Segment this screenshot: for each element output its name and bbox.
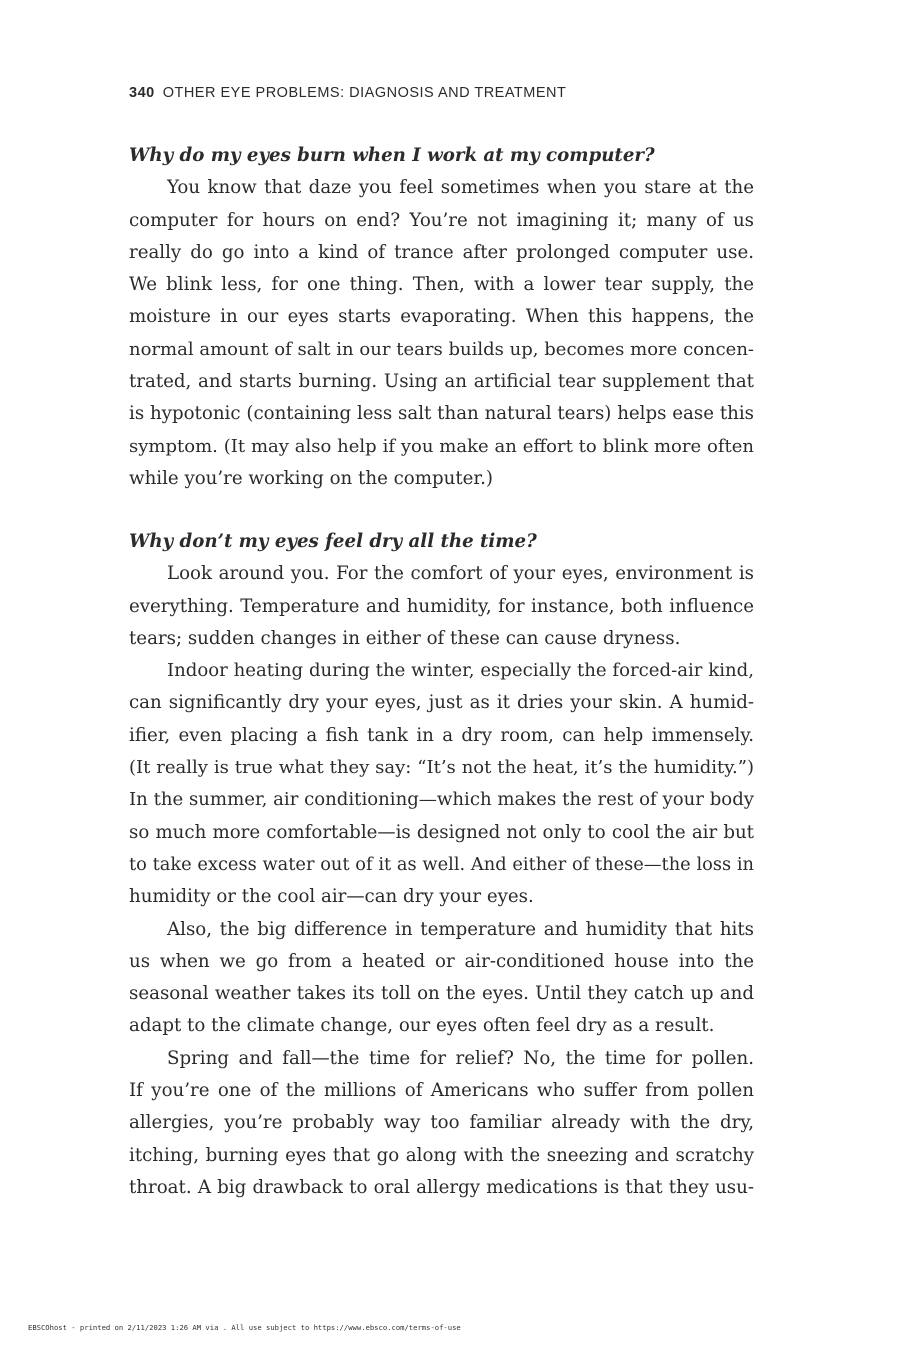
text-line: ifier, even placing a fish tank in a dry room, can help immensely. bbox=[129, 724, 754, 746]
text-line: everything. Temperature and humidity, for instance, both influence bbox=[129, 595, 754, 617]
text-line: We blink less, for one thing. Then, with a lower tear supply, the bbox=[129, 274, 754, 296]
paragraph bbox=[129, 172, 754, 495]
text-line: humidity or the cool air—can dry your eyes. bbox=[129, 886, 534, 908]
text-line: really do go into a kind of trance after prolonged computer use. bbox=[129, 241, 754, 263]
text-line: is hypotonic (containing less salt than natural tears) helps ease this bbox=[129, 403, 754, 425]
text-line: normal amount of salt in our tears builds up, becomes more concen- bbox=[129, 338, 754, 360]
text-line: Look around you. For the comfort of your eyes, environment is bbox=[167, 563, 754, 585]
text-line: tears; sudden changes in either of these can cause dryness. bbox=[129, 627, 681, 649]
text-line: symptom. (It may also help if you make an effort to blink more often bbox=[129, 435, 754, 457]
section-dry-eyes bbox=[129, 526, 754, 1204]
text-line: Also, the big difference in temperature and humidity that hits bbox=[167, 918, 754, 940]
running-head bbox=[129, 85, 566, 101]
footer-notice: EBSCOhost - printed on 2/11/2023 1:26 AM via . All use subject to https://www.ebsco.com/terms-of-use bbox=[28, 1323, 461, 1332]
text-line: Spring and fall—the time for relief? No, the time for pollen. bbox=[167, 1047, 754, 1069]
text-line: to take excess water out of it as well. And either of these—the loss in bbox=[129, 853, 754, 875]
text-line: us when we go from a heated or air-conditioned house into the bbox=[129, 950, 754, 972]
text-line: throat. A big drawback to oral allergy medications is that they usu- bbox=[129, 1176, 754, 1198]
text-line: You know that daze you feel sometimes when you stare at the bbox=[167, 177, 754, 199]
text-line: trated, and starts burning. Using an artificial tear supplement that bbox=[129, 371, 754, 393]
text-line: If you’re one of the millions of Americans who suffer from pollen bbox=[129, 1080, 754, 1102]
section-heading: Why do my eyes burn when I work at my computer? bbox=[129, 145, 655, 166]
text-line: computer for hours on end? You’re not imagining it; many of us bbox=[129, 209, 754, 231]
section-heading: Why don’t my eyes feel dry all the time? bbox=[129, 531, 537, 552]
text-line: moisture in our eyes starts evaporating. When this happens, the bbox=[129, 306, 754, 328]
text-line: In the summer, air conditioning—which makes the rest of your body bbox=[129, 789, 754, 811]
text-line: so much more comfortable—is designed not only to cool the air but bbox=[129, 821, 754, 843]
text-line: allergies, you’re probably way too familiar already with the dry, bbox=[129, 1112, 754, 1134]
text-line: can significantly dry your eyes, just as it dries your skin. A humid- bbox=[129, 692, 754, 714]
text-line: adapt to the climate change, our eyes often feel dry as a result. bbox=[129, 1015, 715, 1037]
running-head-title: OTHER EYE PROBLEMS: DIAGNOSIS AND TREATMENT bbox=[162, 85, 567, 101]
text-line: seasonal weather takes its toll on the eyes. Until they catch up and bbox=[129, 983, 754, 1005]
paragraph bbox=[129, 914, 754, 1043]
text-line: while you’re working on the computer.) bbox=[129, 467, 493, 489]
paragraph bbox=[129, 655, 754, 913]
text-line: itching, burning eyes that go along with the sneezing and scratchy bbox=[129, 1144, 754, 1166]
paragraph bbox=[129, 1043, 754, 1204]
text-line: (It really is true what they say: “It’s not the heat, it’s the humidity.”) bbox=[129, 757, 754, 779]
paragraph bbox=[129, 558, 754, 655]
section-computer-eyes bbox=[129, 140, 754, 495]
page-number: 340 bbox=[129, 85, 155, 101]
text-line: Indoor heating during the winter, especially the forced-air kind, bbox=[167, 660, 754, 682]
